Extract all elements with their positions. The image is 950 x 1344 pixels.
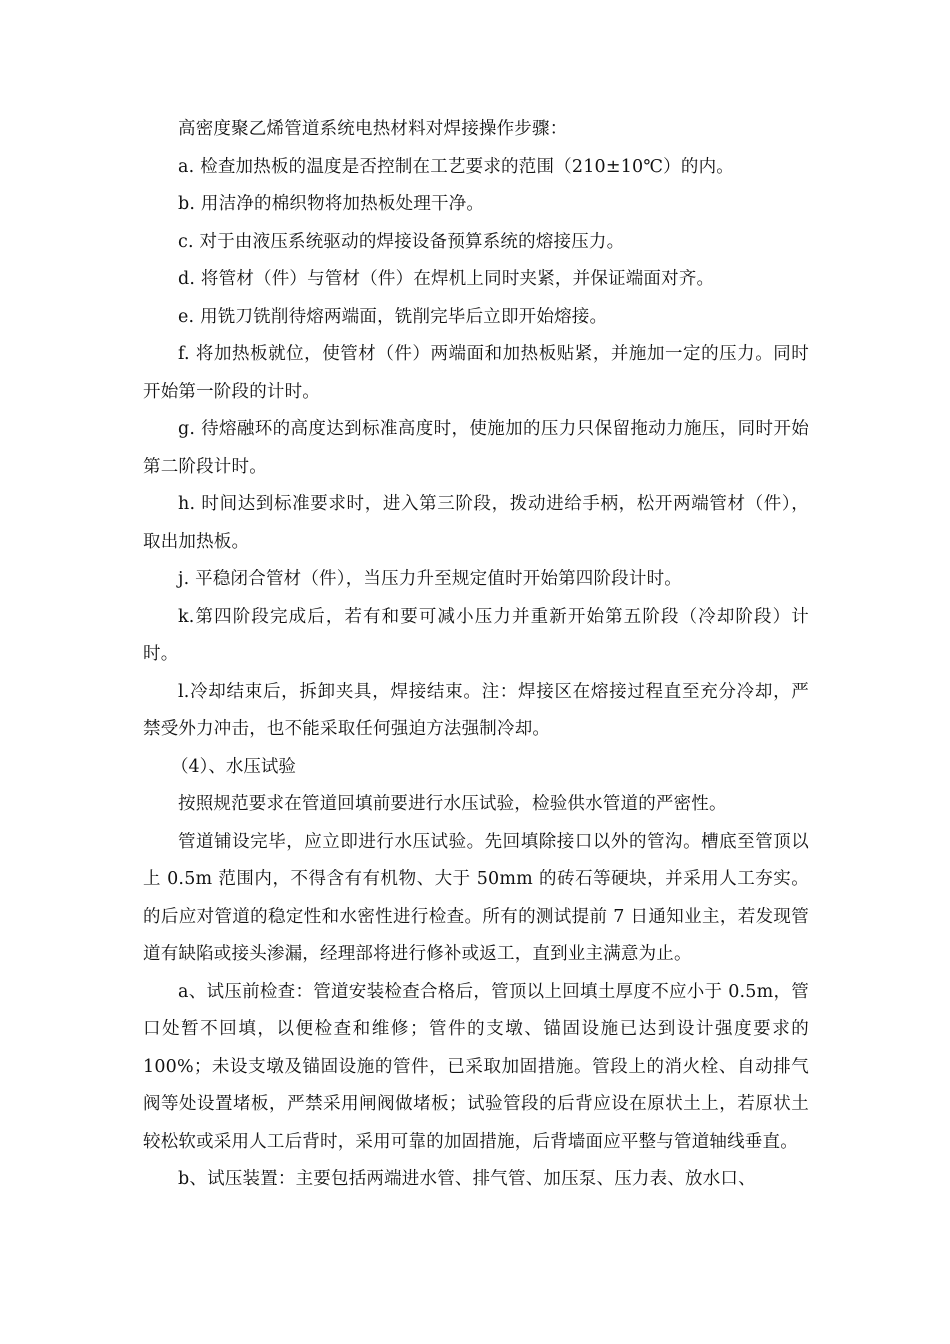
paragraph-step-b: b. 用洁净的棉织物将加热板处理干净。 [178,194,485,214]
paragraph-pressure-test-intro: 按照规范要求在管道回填前要进行水压试验，检验供水管道的严密性。 [178,794,727,814]
paragraph-step-d: d. 将管材（件）与管材（件）在焊机上同时夹紧，并保证端面对齐。 [178,269,715,289]
paragraph-step-g: g. 待熔融环的高度达到标准高度时，使施加的压力只保留拖动力施压，同时开始第二阶段计时。 [143,419,809,477]
section-heading: （4）、水压试验 [171,756,296,777]
paragraph-pre-test-check: a、试压前检查：管道安装检查合格后，管顶以上回填土厚度不应小于 0.5m，管口处暂不回填，以便检查和维修；管件的支墩、锚固设施已达到设计强度要求的 100%；未设支墩及锚固设施的管件，已采取加固措施。管段上的消火栓、自动排气阀等处设置堵板，严禁采用闸阀做堵板；试验管段的后背应设在原状土上，若原状土较松软或采用人工后背时，采用可靠的加固措施，后背墙面应平整与管道轴线垂直。 [143,981,809,1152]
paragraph-step-k: k.第四阶段完成后，若有和要可减小压力并重新开始第五阶段（冷却阶段）计时。 [143,606,809,664]
paragraph-step-h: h. 时间达到标准要求时，进入第三阶段，拨动进给手柄，松开两端管材（件），取出加热板。 [143,494,809,552]
paragraph-step-a: a. 检查加热板的温度是否控制在工艺要求的范围（210±10℃）的内。 [178,156,734,177]
paragraph-step-e: e. 用铣刀铣削待熔两端面，铣削完毕后立即开始熔接。 [178,306,608,327]
paragraph-test-equipment: b、试压装置：主要包括两端进水管、排气管、加压泵、压力表、放水口、 [178,1169,756,1189]
paragraph-step-l: l.冷却结束后，拆卸夹具，焊接结束。注：焊接区在熔接过程直至充分冷却，严禁受外力冲击，也不能采取任何强迫方法强制冷却。 [143,681,809,739]
document-body [143,111,809,1199]
paragraph-step-c: c. 对于由液压系统驱动的焊接设备预算系统的熔接压力。 [178,231,625,252]
paragraph-pipe-laying: 管道铺设完毕，应立即进行水压试验。先回填除接口以外的管沟。槽底至管顶以上 0.5m 范围内，不得含有有机物、大于 50mm 的砖石等硬块，并采用人工夯实。的后应对管道的稳定性和水密性进行检查。所有的测试提前 7 日通知业主，若发现管道有缺陷或接头渗漏，经理部将进行修补或返工，直到业主满意为止。 [143,831,809,964]
paragraph-step-j: j. 平稳闭合管材（件），当压力升至规定值时开始第四阶段计时。 [178,569,682,589]
paragraph-intro: 高密度聚乙烯管道系统电热材料对焊接操作步骤： [178,119,568,139]
paragraph-step-f: f. 将加热板就位，使管材（件）两端面和加热板贴紧，并施加一定的压力。同时开始第一阶段的计时。 [143,344,809,402]
